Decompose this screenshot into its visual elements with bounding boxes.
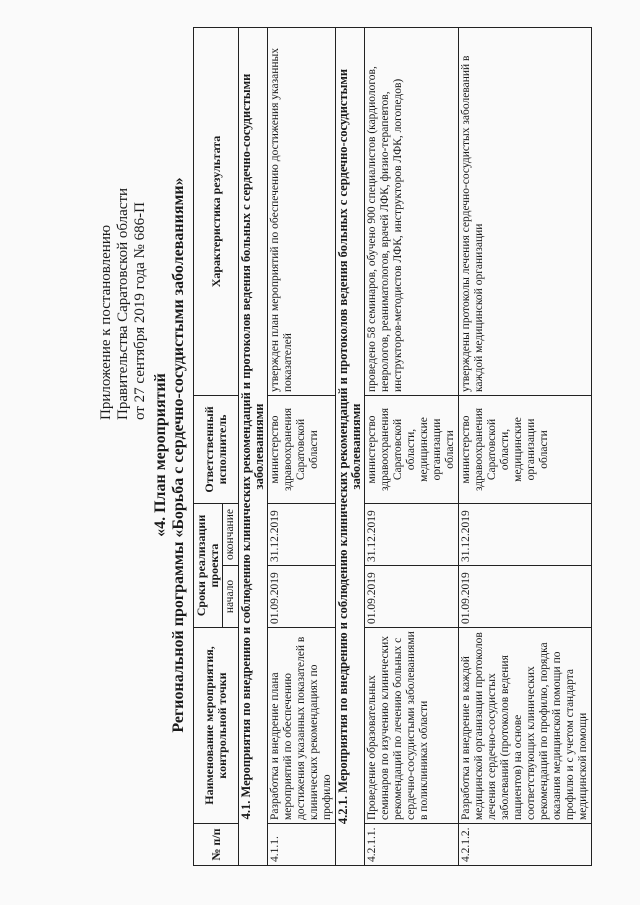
row-name: Разработка и внедрение плана мероприятий по обеспечению достижения указанных показателей в клинических рекомендациях по профилю: [268, 628, 336, 824]
section-row: [239, 27, 268, 865]
table-row: [268, 27, 336, 865]
header-end: окончание: [223, 503, 239, 565]
row-responsible: министерство здравоохранения Саратовской области: [268, 395, 336, 503]
row-result: утверждены протоколы лечения сердечно-сосудистых заболеваний в каждой медицинской организации: [459, 27, 592, 395]
row-start: 01.09.2019: [268, 566, 336, 628]
row-responsible: министерство здравоохранения Саратовской области, медицинские организации области: [459, 395, 592, 503]
document-page: [80, 20, 600, 890]
row-start: 01.09.2019: [459, 566, 592, 628]
header-period: Сроки реализации проекта: [194, 503, 223, 627]
header-responsible: Ответственный исполнитель: [194, 395, 239, 503]
row-result: утвержден план мероприятий по обеспечению достижения указанных показателей: [268, 27, 336, 395]
section-4-1-heading: 4.1. Мероприятия по внедрению и соблюдению клинических рекомендаций и протоколов ведения больных с сердечно-сосудистыми заболеваниями: [239, 27, 268, 865]
row-end: 31.12.2019: [365, 503, 459, 565]
table-row: [365, 27, 459, 865]
row-name: Разработка и внедрение в каждой медицинской организации протоколов лечения сердечно-сосудистых заболеваний (протоколов ведения пациентов) на основе соответствующих клинических рекомендаций по профилю, порядка оказания медицинской помощи по профилю и с учетом стандарта медицинской помощи: [459, 628, 592, 824]
row-end: 31.12.2019: [459, 503, 592, 565]
approval-line-1: Приложение к постановлению: [98, 224, 114, 420]
header-start: начало: [223, 566, 239, 628]
row-num: 4.1.1.: [268, 824, 336, 866]
row-result: проведено 58 семинаров, обучено 900 специалистов (кардиологов, неврологов, реаниматологов, врачей ЛФК, физио-терапевтов, инструкторов-методистов ЛФК, инструкторов ЛФК, логопедов): [365, 27, 459, 395]
approval-block: [98, 60, 149, 420]
row-responsible: министерство здравоохранения Саратовской области, медицинские организации области: [365, 395, 459, 503]
approval-line-3: от 27 сентября 2019 года № 686-П: [132, 202, 148, 420]
header-name: Наименование мероприятия, контрольной точки: [194, 628, 239, 824]
row-num: 4.2.1.2.: [459, 824, 592, 866]
row-start: 01.09.2019: [365, 566, 459, 628]
section-row: [336, 27, 365, 865]
approval-line-2: Правительства Саратовской области: [115, 187, 131, 420]
section-4-2-1-heading: 4.2.1. Мероприятия по внедрению и соблюдению клинических рекомендаций и протоколов ведения больных с сердечно-сосудистыми заболеваниями: [336, 27, 365, 865]
row-name: Проведение образовательных семинаров по изучению клинических рекомендаций по лечению больных с сердечно-сосудистыми заболеваниями в поликлиниках области: [365, 628, 459, 824]
plan-title: «4. План мероприятий: [152, 373, 169, 537]
plan-table: [193, 27, 592, 866]
header-num: № п/п: [194, 824, 239, 866]
program-title: Региональной программы «Борьба с сердечно-сосудистыми заболеваниями»: [170, 177, 187, 733]
row-num: 4.2.1.1.: [365, 824, 459, 866]
table-row: [459, 27, 592, 865]
table-header-row: [194, 27, 223, 865]
row-end: 31.12.2019: [268, 503, 336, 565]
header-result: Характеристика результата: [194, 27, 239, 395]
